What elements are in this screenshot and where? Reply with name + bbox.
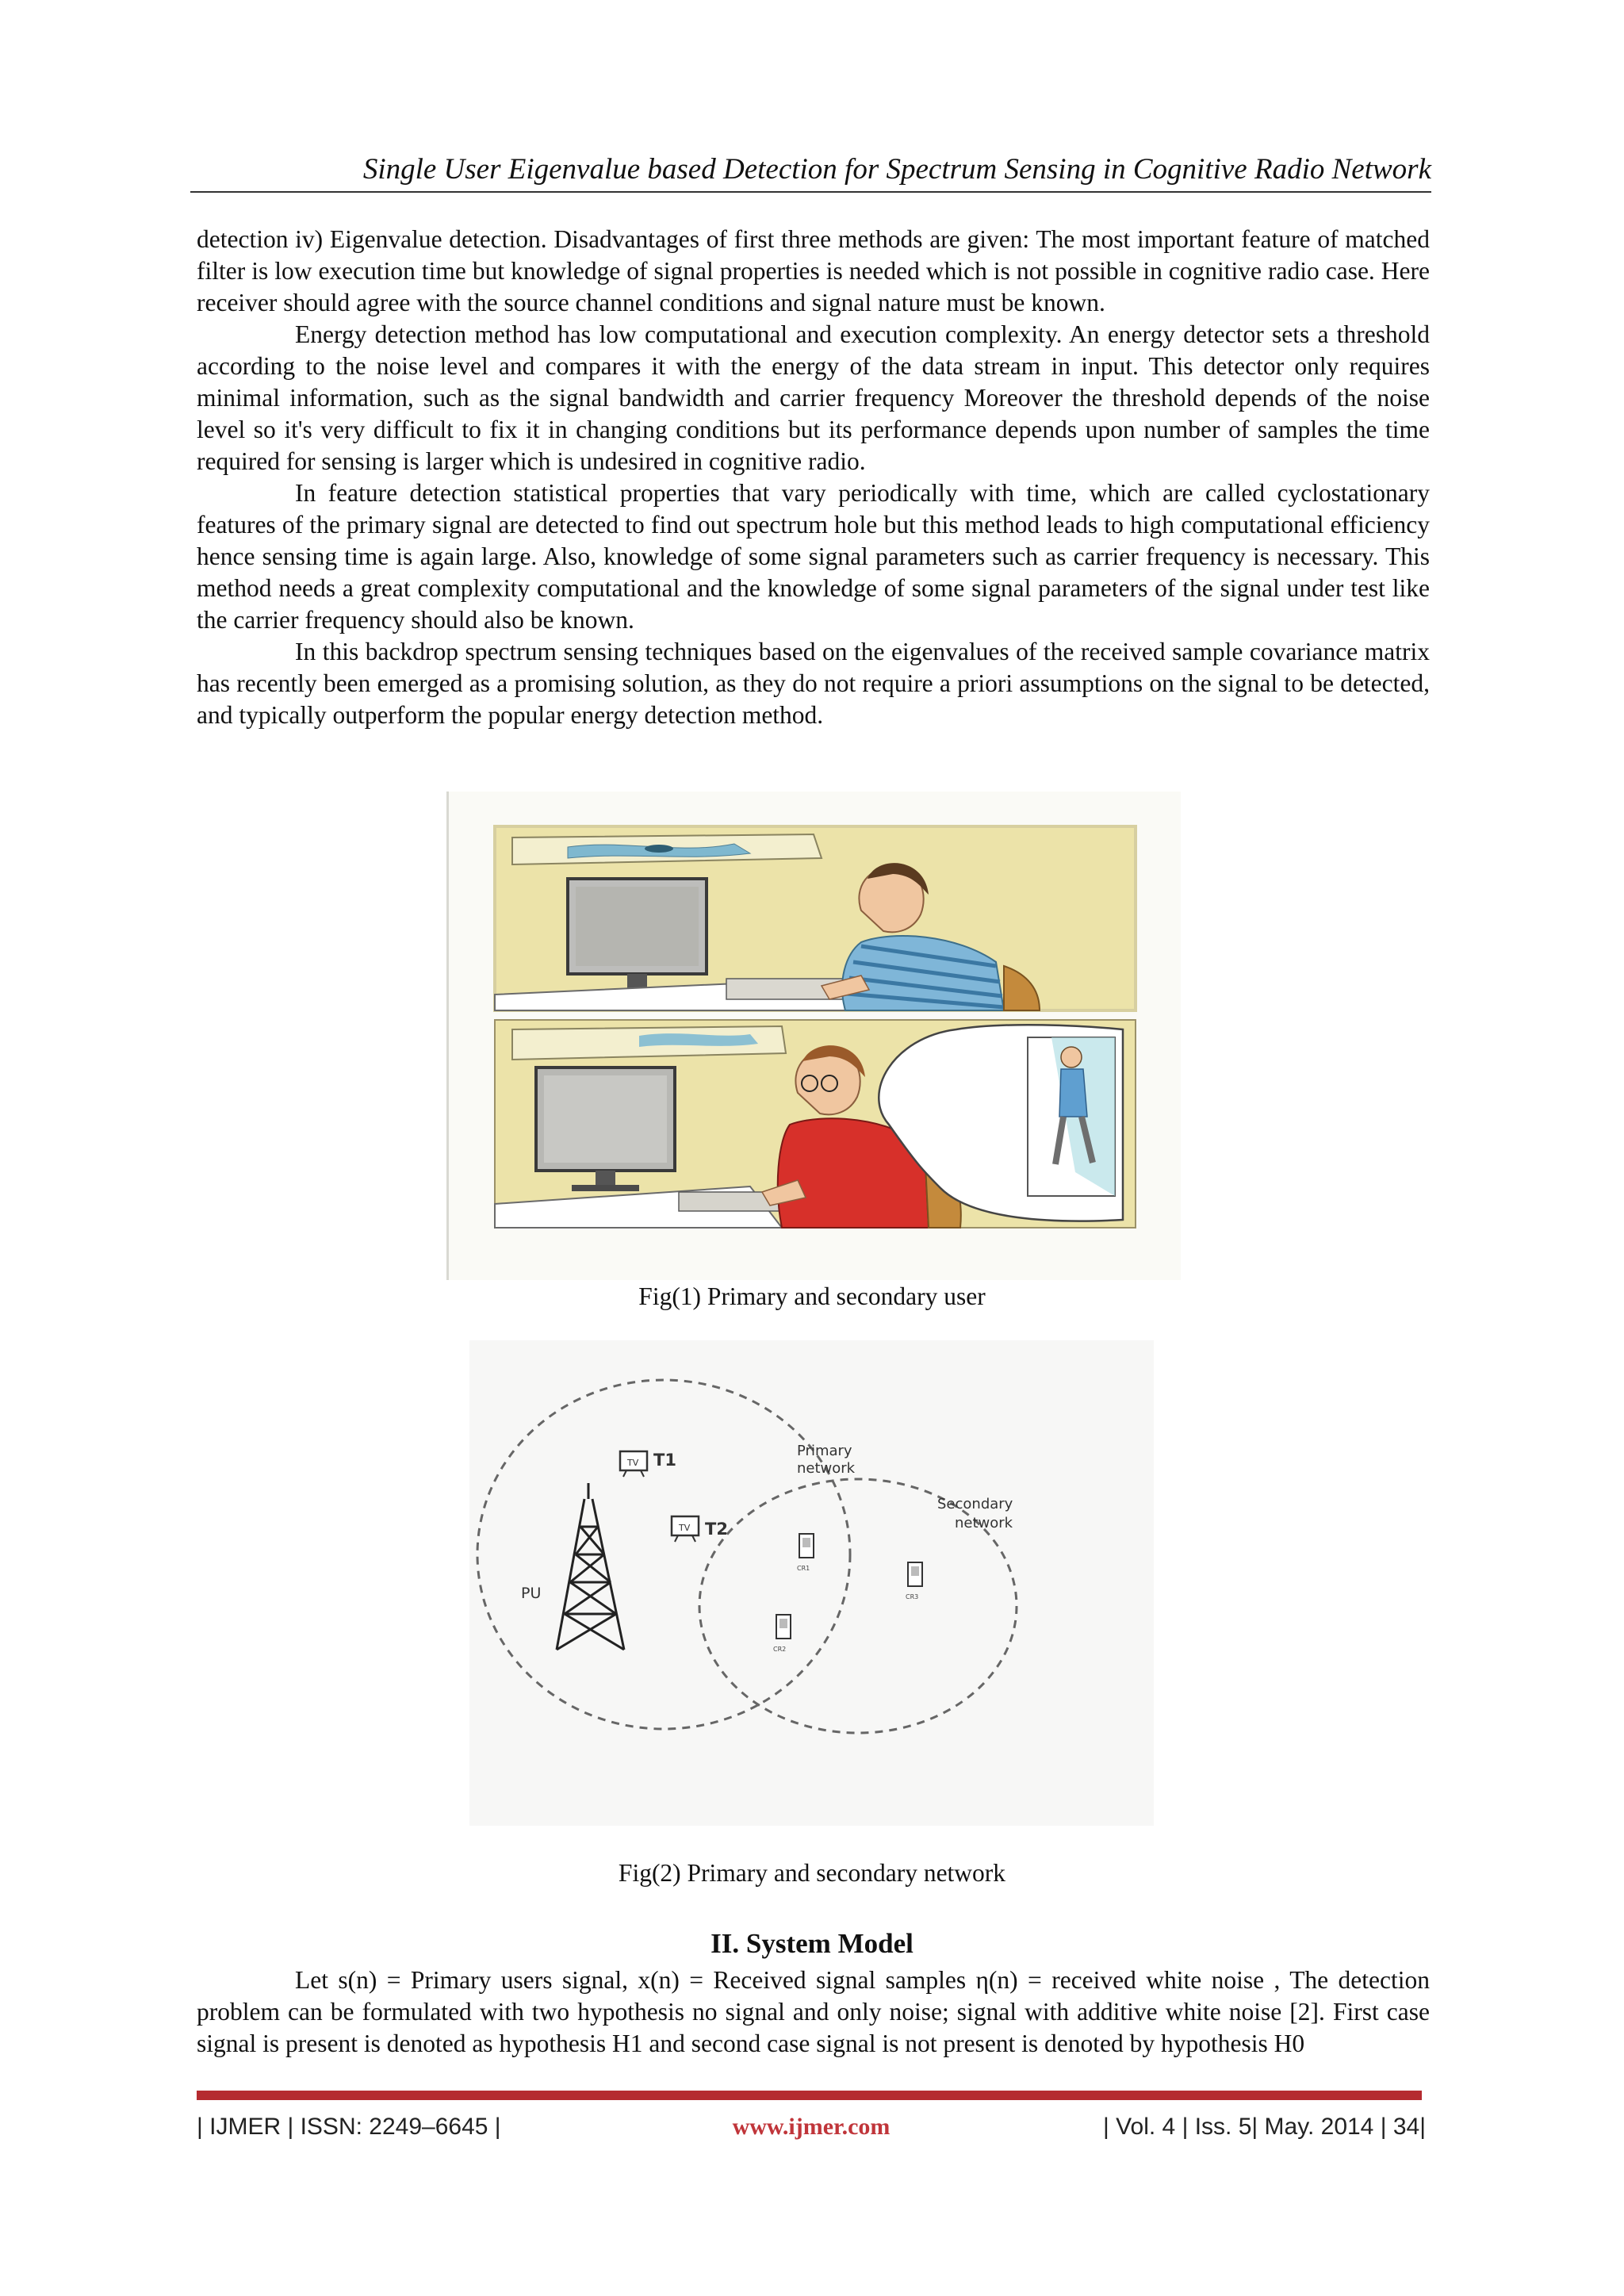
upper-panel <box>495 826 1136 1010</box>
cr3-device-icon <box>908 1562 922 1586</box>
section-heading: II. System Model <box>710 1928 914 1959</box>
primary-network-circle <box>477 1380 850 1729</box>
header-rule <box>190 191 1431 193</box>
footer-journal-info: | IJMER | ISSN: 2249–6645 | <box>197 2114 501 2140</box>
secondary-network-label-line2: network <box>955 1515 1013 1531</box>
footer-rule <box>197 2091 1422 2100</box>
primary-secondary-user-drawing <box>449 792 1181 1280</box>
paragraph-1: detection iv) Eigenvalue detection. Disadvantages of first three methods are given: The most important feature of matched filter is low execution time but knowledge of signal properties is needed which is not possible in cognitive radio case. Here receiver should agree with the source channel conditions and signal nature must be known. <box>197 225 1430 316</box>
tv-t2-icon <box>672 1516 699 1542</box>
paragraph-2: Energy detection method has low computational and execution complexity. An energy detector sets a threshold according to the noise level and compares it with the energy of the data stream in input. This detector only requires minimal information, such as the signal bandwidth and carrier frequency Moreover the threshold depends of the noise level so it's very difficult to fix it in changing conditions but its performance depends upon number of samples the time required for sensing is larger which is undesired in cognitive radio. <box>197 320 1430 475</box>
figure-2-caption: Fig(2) Primary and secondary network <box>618 1859 1006 1887</box>
secondary-network-label-line1: Secondary <box>937 1496 1013 1512</box>
footer-volume-info: | Vol. 4 | Iss. 5| May. 2014 | 34| <box>1103 2114 1426 2140</box>
primary-network-label-line1: Primary <box>797 1443 852 1459</box>
pu-label: PU <box>521 1585 542 1602</box>
footer-website-link[interactable]: www.ijmer.com <box>732 2114 891 2140</box>
cr1-label: CR1 <box>797 1565 810 1572</box>
lower-panel <box>495 1020 1136 1228</box>
body-text-top <box>197 224 1430 731</box>
paragraph-3: In feature detection statistical properties that vary periodically with time, which are called cyclostationary features of the primary signal are detected to find out spectrum hole but this method leads to high computational efficiency hence sensing time is again large. Also, knowledge of some signal parameters such as carrier frequency is necessary. This method needs a great complexity computational and the knowledge of some signal parameters of the signal under test like the carrier frequency should also be known. <box>197 479 1430 634</box>
figure-1-caption: Fig(1) Primary and secondary user <box>638 1282 986 1310</box>
page-footer <box>197 2110 1426 2145</box>
cr2-label: CR2 <box>773 1646 787 1653</box>
primary-network-label-line2: network <box>797 1460 856 1477</box>
primary-secondary-network-diagram <box>469 1340 1154 1826</box>
running-title: Single User Eigenvalue based Detection for Spectrum Sensing in Cognitive Radio Network <box>362 153 1431 186</box>
cr3-label: CR3 <box>906 1593 919 1600</box>
body-text-bottom <box>197 1964 1430 2060</box>
cr2-device-icon <box>776 1615 791 1639</box>
svg-text:TV: TV <box>627 1458 639 1468</box>
svg-text:TV: TV <box>679 1523 691 1533</box>
figure-1-illustration <box>446 792 1181 1280</box>
t1-label: T1 <box>653 1451 676 1470</box>
tv-t1-icon <box>620 1451 647 1477</box>
paragraph-4: In this backdrop spectrum sensing techniques based on the eigenvalues of the received sample covariance matrix has recently been emerged as a promising solution, as they do not require a priori assumptions on the signal to be detected, and typically outperform the popular energy detection method. <box>197 638 1430 729</box>
t2-label: T2 <box>705 1520 728 1539</box>
figure-2-illustration <box>469 1340 1154 1826</box>
cr1-device-icon <box>799 1534 814 1558</box>
paragraph-system-model: Let s(n) = Primary users signal, x(n) = Received signal samples η(n) = received white noise , The detection problem can be formulated with two hypothesis no signal and only noise; signal with additive white noise [2]. First case signal is present is denoted as hypothesis H1 and second case signal is not present is denoted by hypothesis H0 <box>197 1966 1430 2057</box>
tower-icon <box>557 1483 624 1650</box>
